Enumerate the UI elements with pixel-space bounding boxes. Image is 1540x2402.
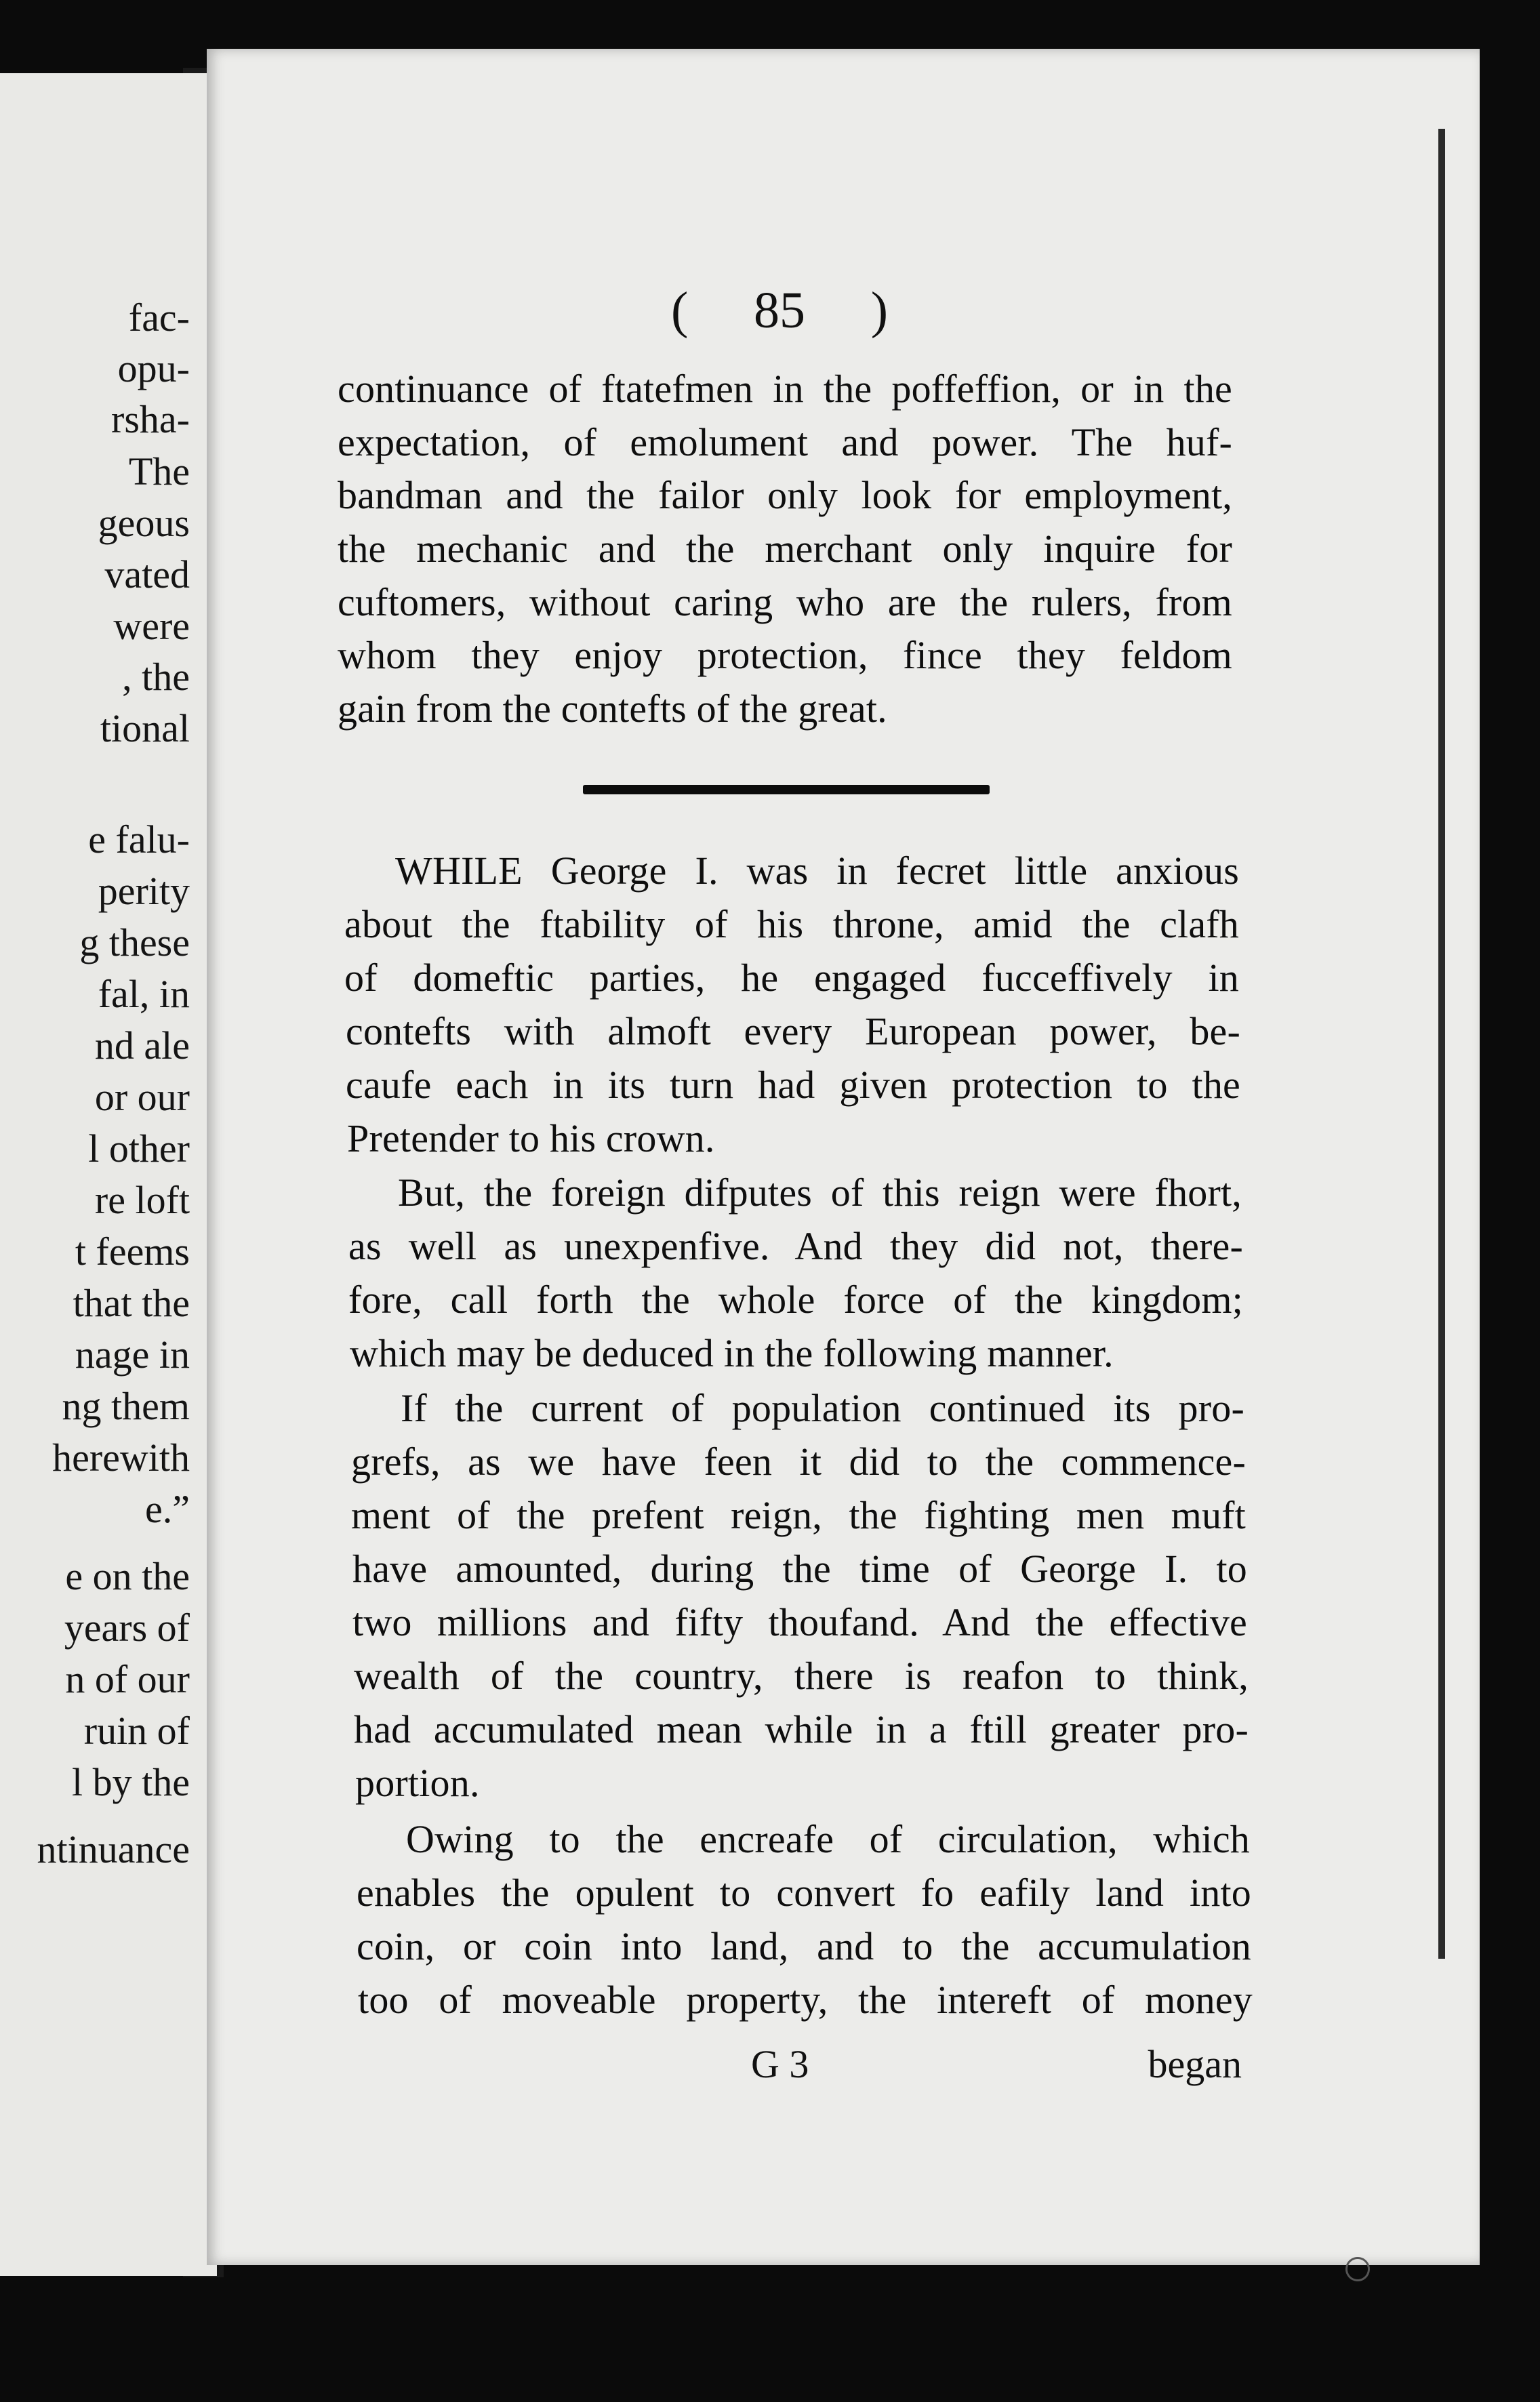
left-page-fragment: rsha- <box>111 397 190 441</box>
text-line: cuftomers, without caring who are the rulers, from <box>338 580 1232 624</box>
left-page-fragment: geous <box>98 501 190 545</box>
text-line: two millions and fifty thoufand. And the effective <box>352 1600 1247 1644</box>
left-page-fragment: e.” <box>145 1487 190 1531</box>
left-page-fragment: l other <box>88 1126 190 1171</box>
text-line: enables the opulent to convert fo eafily land into <box>357 1871 1251 1915</box>
text-line: whom they enjoy protection, fince they feldom <box>338 633 1232 677</box>
text-line: fore, call forth the whole force of the kingdom; <box>348 1278 1243 1322</box>
text-line: the mechanic and the merchant only inquire for <box>338 527 1232 571</box>
page-header <box>671 281 888 340</box>
text-line: expectation, of emolument and power. The huf- <box>338 420 1232 464</box>
left-page-fragment: herewith <box>52 1436 190 1480</box>
text-line: coin, or coin into land, and to the accumulation <box>357 1924 1251 1968</box>
left-page-fragment: opu- <box>117 346 190 390</box>
text-line: If the current of population continued its pro- <box>401 1386 1244 1430</box>
text-line: gain from the contefts of the great. <box>338 687 887 731</box>
left-page-fragment: , the <box>122 655 190 699</box>
text-line: Owing to the encreafe of circulation, which <box>406 1817 1250 1861</box>
text-line: But, the foreign difputes of this reign were fhort, <box>398 1171 1242 1215</box>
text-line: which may be deduced in the following manner. <box>350 1331 1114 1375</box>
header-close-paren: ) <box>870 282 888 339</box>
text-line: caufe each in its turn had given protection to the <box>346 1063 1240 1107</box>
left-page-fragment: l by the <box>72 1760 190 1804</box>
text-line: had accumulated mean while in a ftill greater pro- <box>354 1707 1249 1751</box>
left-page-fragment: re loft <box>94 1178 190 1222</box>
left-page-fragment: g these <box>79 920 190 964</box>
left-page-fragment: ntinuance <box>37 1827 190 1871</box>
left-page-fragment: fal, in <box>98 972 190 1016</box>
section-divider-rule <box>583 785 990 794</box>
text-line: about the ftability of his throne, amid the clafh <box>344 902 1239 946</box>
text-line: wealth of the country, there is reafon to think, <box>354 1654 1249 1698</box>
left-page-fragment: ng them <box>62 1384 190 1428</box>
header-open-paren: ( <box>671 282 689 339</box>
left-page-fragment: or our <box>94 1075 190 1119</box>
text-line: contefts with almoft every European power, be- <box>346 1009 1240 1053</box>
page-number: 85 <box>754 282 805 339</box>
left-page-fragment: ruin of <box>83 1709 190 1753</box>
text-line: too of moveable property, the intereft of money <box>358 1978 1253 2022</box>
signature-mark: G 3 <box>751 2042 809 2086</box>
left-page-fragment: were <box>113 604 190 648</box>
page-edge <box>1438 129 1445 1959</box>
left-page-fragment: nage in <box>75 1332 190 1377</box>
left-page-fragment: tional <box>100 706 190 750</box>
text-line: Pretender to his crown. <box>347 1116 715 1160</box>
left-page-fragment: that the <box>73 1281 190 1325</box>
left-page-fragment: The <box>128 449 190 493</box>
catchword: began <box>1148 2042 1242 2086</box>
text-line: continuance of ftatefmen in the poffeffion, or in the <box>338 367 1232 411</box>
left-page-fragment: n of our <box>65 1657 190 1701</box>
text-line: portion. <box>355 1761 480 1805</box>
left-page-fragment: vated <box>104 552 190 596</box>
left-page-fragment: perity <box>98 869 190 913</box>
left-page-fragment: years of <box>64 1606 190 1650</box>
text-line: as well as unexpenfive. And they did not, there- <box>348 1224 1243 1268</box>
text-line: have amounted, during the time of George I. to <box>352 1547 1247 1591</box>
text-line: grefs, as we have feen it did to the commence- <box>351 1440 1246 1484</box>
text-line: WHILE George I. was in fecret little anxious <box>395 849 1239 893</box>
left-page-fragment: e on the <box>65 1554 190 1598</box>
text-line: of domeftic parties, he engaged fucceffively in <box>344 956 1239 1000</box>
left-page <box>0 73 220 2276</box>
left-page-fragment: nd ale <box>94 1023 190 1067</box>
left-page-fragment: t feems <box>75 1229 190 1274</box>
text-line: ment of the prefent reign, the fighting men muft <box>351 1493 1246 1537</box>
text-line: bandman and the failor only look for employment, <box>338 473 1232 517</box>
left-page-fragment: fac- <box>128 296 190 340</box>
left-page-fragment: e falu- <box>88 817 190 861</box>
